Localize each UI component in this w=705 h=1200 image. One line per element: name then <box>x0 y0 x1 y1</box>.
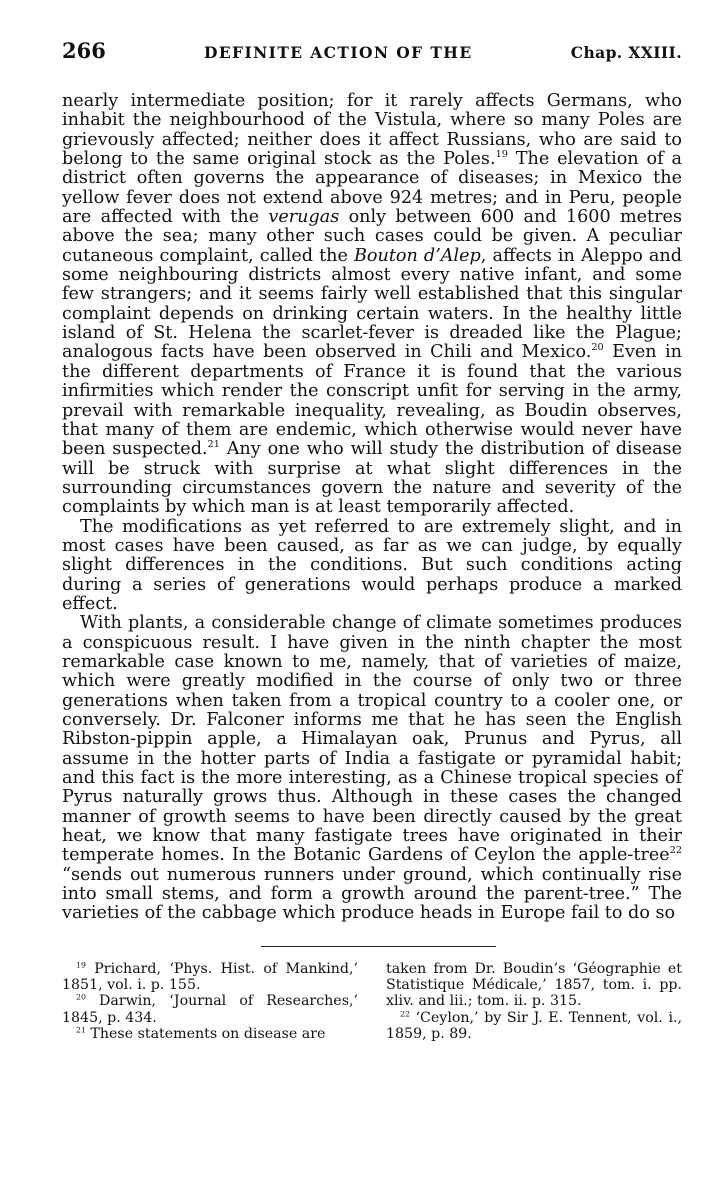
footnote-ref: 21 <box>207 439 220 451</box>
page-number: 266 <box>62 38 106 63</box>
footnote-number: 19 <box>76 960 86 970</box>
book-page <box>62 38 682 1042</box>
italic-term: Bouton d’Alep <box>354 245 481 266</box>
chapter-label: Chap. XXIII. <box>570 43 682 62</box>
footnote <box>386 1010 682 1043</box>
text-run: The modifications as yet referred to are extremely slight, and in most cases have been caused, as far as we can judge, by equally slight differences in the conditions. But such conditions acting during a series of generations would perhaps produce a marked effect. <box>62 516 682 614</box>
footnote-ref: 19 <box>495 149 508 161</box>
running-header <box>62 38 682 68</box>
body-text <box>62 92 682 924</box>
text-run: nearly intermediate position; for it rarely affects Germans, who inhabit the neighbourhood of the Vistula, where so many Poles are grievously affected; neither does it affect Russians, who are said to belong to the same original stock as the Poles. <box>62 91 682 170</box>
text-run: With plants, a considerable change of climate sometimes produces a conspicuous result. I have given in the ninth chapter the most remarkable case known to me, namely, that of varieties of maize, which were greatly modified in the course of only two or three generations when taken from a tropical country to a cooler one, or conversely. Dr. Falconer informs me that he has seen the English Ribston-pippin apple, a Himalayan oak, Prunus and Pyrus, all assume in the hotter parts of India a fastigate or pyramidal habit; and this fact is the more interesting, as a Chinese tropical species of Pyrus naturally grows thus. Although in these cases the changed manner of growth seems to have been directly caused by the great heat, we know that many fastigate trees have originated in their temperate homes. In the Botanic Gardens of Ceylon the apple-tree <box>62 613 682 866</box>
footnote-text: Prichard, ‘Phys. Hist. of Mankind,’ 1851, vol. i. p. 155. <box>62 960 358 994</box>
footnote-number: 20 <box>76 992 86 1002</box>
paragraph <box>62 614 682 924</box>
footnote <box>386 961 682 1010</box>
footnote-text: taken from Dr. Boudin’s ‘Géographie et Statistique Médicale,’ 1857, tom. i. pp. xliv. and lii.; tom. ii. p. 315. <box>386 960 682 1010</box>
footnote-number: 21 <box>76 1025 86 1035</box>
footnote-text: ‘Ceylon,’ by Sir J. E. Tennent, vol. i., 1859, p. 89. <box>386 1009 682 1042</box>
footnotes <box>62 961 682 1042</box>
paragraph <box>62 518 682 615</box>
footnote-number: 22 <box>400 1008 410 1018</box>
footnote-ref: 20 <box>591 342 604 354</box>
footnote-text: Darwin, ‘Journal of Researches,’ 1845, p. 434. <box>62 993 358 1026</box>
footnote <box>62 993 358 1026</box>
text-run: Even in the different departments of France it is found that the various infirmities which render the conscript unfit for serving in the army, prevail with remarkable inequality, revealing, as Boudin observes, that many of them are endemic, which otherwise would never have been suspected. <box>62 342 683 460</box>
footnote <box>62 1026 358 1042</box>
footnote-ref: 22 <box>669 845 682 857</box>
text-run: only between 600 and 1600 metres above the sea; many other such cases could be given. A peculiar cutaneous complaint, called the <box>62 207 682 266</box>
text-run: , affects in Aleppo and some neighbouring districts almost every native infant, and some few strangers; and it seems fairly well established that this singular complaint depends on drinking certain waters. In the healthy little island of St. Helena the scarlet-fever is dreaded like the Plague; analogous facts have been observed in Chili and Mexico. <box>62 245 682 363</box>
footnote-divider <box>261 946 496 947</box>
footnote-column-left <box>62 961 358 1042</box>
footnote-text: These statements on disease are <box>85 1025 326 1042</box>
running-title: DEFINITE ACTION OF THE <box>203 43 473 62</box>
footnote <box>62 961 358 994</box>
footnote-column-right <box>386 961 682 1042</box>
text-run: The elevation of a district often governs the appearance of diseases; in Mexico the yellow fever does not extend above 924 metres; and in Peru, people are affected with the <box>62 149 682 228</box>
italic-term: verugas <box>268 207 340 228</box>
text-run: Any one who will study the distribution of disease will be struck with surprise at what slight differences in the surrounding circumstances govern the nature and severity of the complaints by which man is at least temporarily affected. <box>62 439 682 518</box>
text-run: “sends out numerous runners under ground, which continually rise into small stems, and form a growth around the parent-tree.” The varieties of the cabbage which produce heads in Europe fail to do so <box>62 864 682 924</box>
paragraph <box>62 92 682 518</box>
